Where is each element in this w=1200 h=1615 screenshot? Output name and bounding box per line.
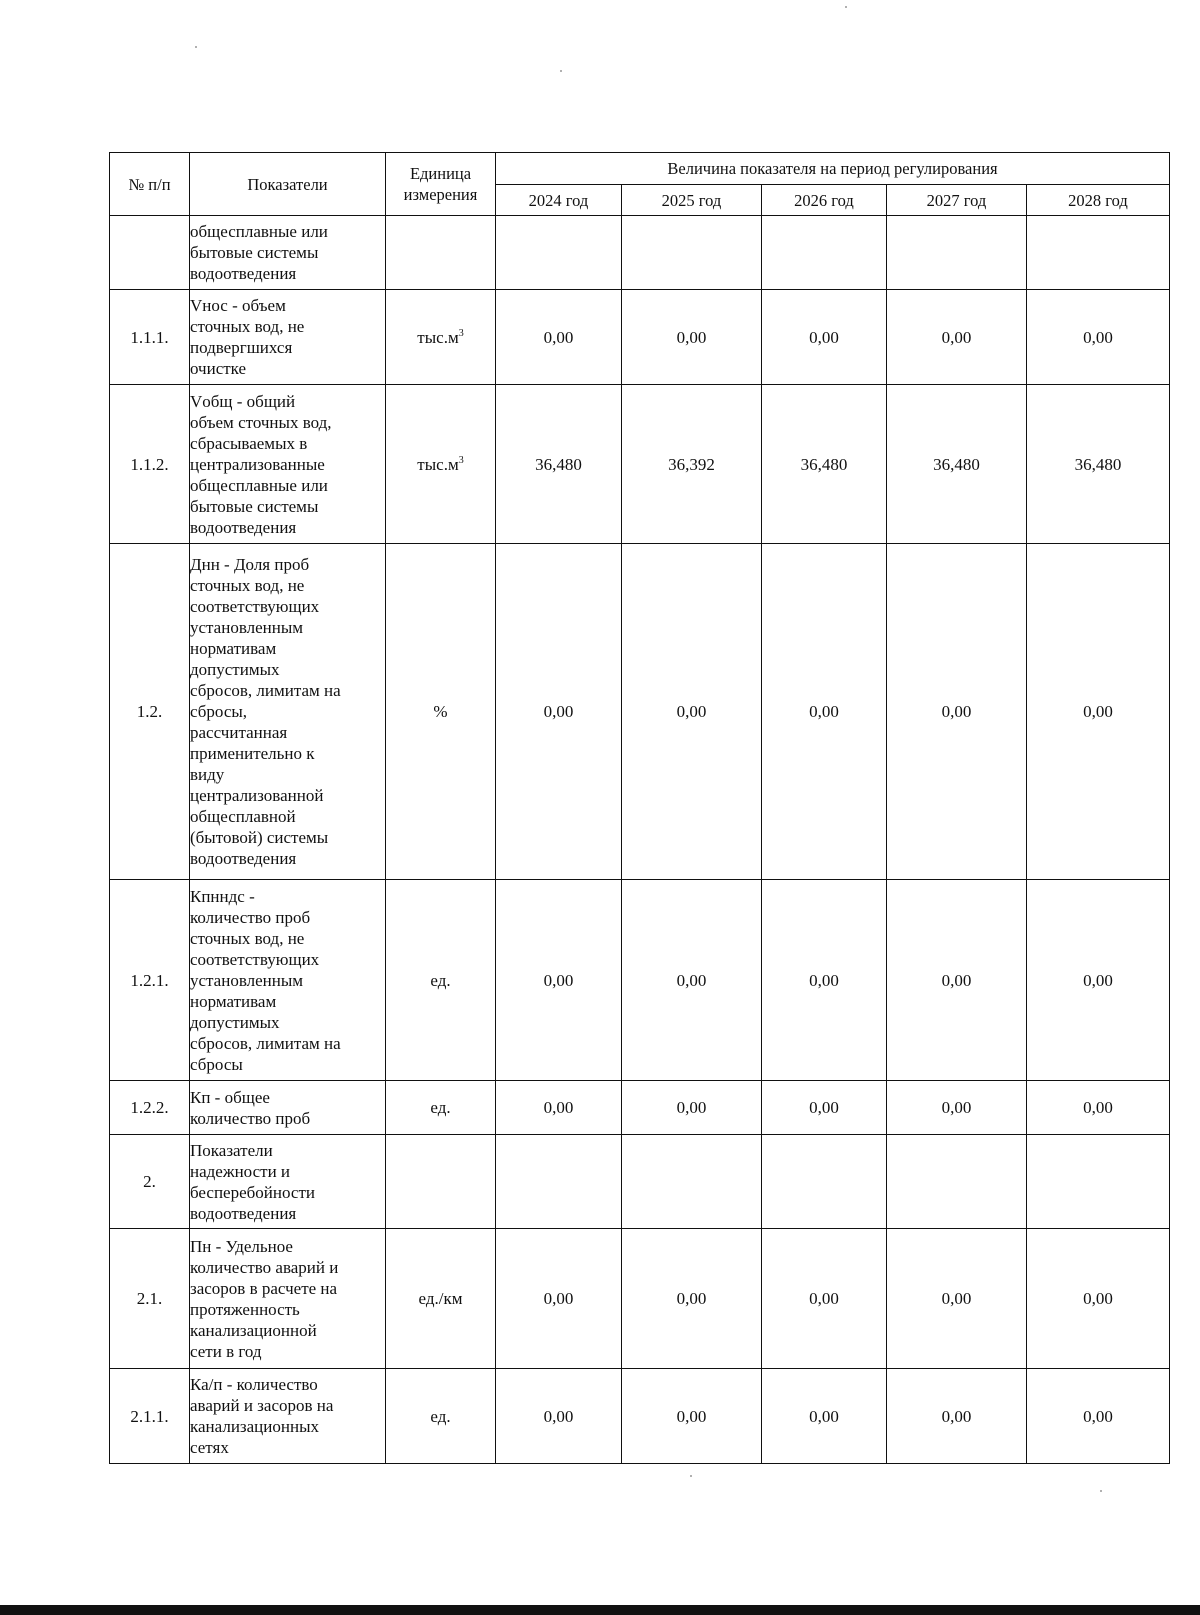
table-row (110, 385, 1170, 544)
header-year: 2028 год (1027, 185, 1170, 216)
value-cell: 0,00 (622, 544, 762, 880)
indicator-cell (190, 1081, 386, 1135)
indicator-line: нормативам (190, 991, 277, 1011)
header-year: 2027 год (887, 185, 1027, 216)
indicator-cell (190, 1229, 386, 1369)
header-unit-line2: измерения (403, 185, 478, 204)
row-number: 1.2.1. (110, 880, 190, 1081)
value-cell: 0,00 (496, 1081, 622, 1135)
indicators-table (109, 152, 1170, 1464)
value-cell: 36,480 (762, 385, 887, 544)
table-row (110, 880, 1170, 1081)
value-cell: 0,00 (496, 290, 622, 385)
indicator-line: Показатели (190, 1140, 273, 1160)
value-cell: 0,00 (496, 1369, 622, 1464)
indicator-line: общесплавной (190, 807, 296, 826)
indicator-line: протяженность (190, 1299, 300, 1319)
value-cell: 0,00 (762, 290, 887, 385)
indicator-line: сбросы, (190, 702, 248, 721)
indicator-line: количество проб (190, 907, 311, 927)
unit-cell (386, 1081, 496, 1135)
value-cell: 0,00 (762, 1369, 887, 1464)
indicator-line: сточных вод, не (190, 576, 305, 595)
value-cell (887, 216, 1027, 290)
indicator-line: (бытовой) системы (190, 828, 329, 847)
value-cell: 0,00 (1027, 290, 1170, 385)
indicator-cell (190, 880, 386, 1081)
indicator-line: сбросов, лимитам на (190, 1033, 341, 1053)
row-number: 1.2. (110, 544, 190, 880)
indicator-line: соответствующих (190, 597, 320, 616)
table-row (110, 1081, 1170, 1135)
indicator-line: бесперебойности (190, 1182, 315, 1202)
indicator-line: сетях (190, 1438, 229, 1457)
unit-superscript: 3 (458, 327, 464, 339)
unit-text: тыс.м (417, 454, 459, 474)
indicator-line: водоотведения (190, 1203, 297, 1223)
unit-cell (386, 880, 496, 1081)
indicator-line: допустимых (190, 1012, 280, 1032)
unit-text: ед. (430, 970, 451, 990)
indicator-cell (190, 1135, 386, 1229)
value-cell (887, 1135, 1027, 1229)
indicator-line: общесплавные или (190, 475, 328, 495)
unit-text: ед./км (418, 1289, 463, 1308)
table-row (110, 1135, 1170, 1229)
value-cell: 0,00 (887, 880, 1027, 1081)
unit-cell (386, 1135, 496, 1229)
value-cell: 0,00 (887, 544, 1027, 880)
value-cell: 0,00 (496, 880, 622, 1081)
scan-edge-bar (0, 1605, 1200, 1615)
indicator-line: Днн - Доля проб (190, 555, 310, 574)
indicator-line: сбросы (190, 1054, 243, 1074)
indicator-line: аварий и засоров на (190, 1396, 334, 1415)
unit-text: % (433, 702, 448, 721)
indicator-line: Ка/п - количество (190, 1375, 318, 1394)
value-cell: 0,00 (1027, 544, 1170, 880)
value-cell: 0,00 (622, 1229, 762, 1369)
value-cell: 36,392 (622, 385, 762, 544)
indicator-line: Кпнндс - (190, 886, 255, 906)
scan-speck (1100, 1490, 1102, 1492)
table-row (110, 1369, 1170, 1464)
value-cell: 0,00 (496, 1229, 622, 1369)
value-cell: 0,00 (887, 1229, 1027, 1369)
value-cell (1027, 216, 1170, 290)
indicator-line: водоотведения (190, 849, 297, 868)
indicator-line: Vнос - объем (190, 296, 286, 315)
indicator-line: сбросов, лимитам на (190, 681, 341, 700)
unit-superscript: 3 (458, 454, 464, 466)
value-cell: 0,00 (622, 1369, 762, 1464)
value-cell: 0,00 (1027, 880, 1170, 1081)
indicator-line: централизованные (190, 454, 325, 474)
scan-speck (560, 70, 562, 72)
unit-text: ед. (430, 1406, 451, 1426)
value-cell: 0,00 (622, 1081, 762, 1135)
indicator-line: количество проб (190, 1108, 311, 1128)
header-indicator: Показатели (190, 153, 386, 216)
scan-speck (195, 46, 197, 48)
value-cell (1027, 1135, 1170, 1229)
value-cell: 0,00 (762, 1229, 887, 1369)
value-cell: 0,00 (1027, 1369, 1170, 1464)
value-cell: 0,00 (1027, 1081, 1170, 1135)
row-number: 2.1. (110, 1229, 190, 1369)
indicator-line: установленным (190, 618, 304, 637)
indicator-line: общесплавные или (190, 222, 328, 241)
unit-cell (386, 1229, 496, 1369)
value-cell (496, 216, 622, 290)
unit-cell (386, 544, 496, 880)
header-year: 2025 год (622, 185, 762, 216)
value-cell: 0,00 (622, 290, 762, 385)
row-number: 2.1.1. (110, 1369, 190, 1464)
indicator-line: очистке (190, 359, 247, 378)
indicator-cell (190, 385, 386, 544)
indicator-line: виду (190, 765, 225, 784)
indicator-line: количество аварий и (190, 1257, 339, 1277)
indicator-cell (190, 544, 386, 880)
value-cell: 0,00 (887, 290, 1027, 385)
value-cell: 0,00 (887, 1081, 1027, 1135)
header-period: Величина показателя на период регулирования (496, 153, 1170, 185)
scan-speck (845, 6, 847, 8)
indicator-line: бытовые системы (190, 243, 319, 262)
indicator-line: применительно к (190, 744, 315, 763)
value-cell: 0,00 (496, 544, 622, 880)
indicator-line: канализационных (190, 1417, 319, 1436)
table-row (110, 544, 1170, 880)
value-cell (762, 1135, 887, 1229)
row-number: 1.2.2. (110, 1081, 190, 1135)
table-row (110, 1229, 1170, 1369)
indicator-line: Кп - общее (190, 1087, 270, 1107)
value-cell: 0,00 (1027, 1229, 1170, 1369)
indicator-line: сети в год (190, 1341, 262, 1361)
indicator-line: водоотведения (190, 517, 297, 537)
indicator-line: установленным (190, 970, 304, 990)
indicator-line: подвергшихся (190, 338, 293, 357)
value-cell: 36,480 (887, 385, 1027, 544)
indicator-cell (190, 290, 386, 385)
value-cell: 0,00 (762, 544, 887, 880)
header-unit (386, 153, 496, 216)
indicator-line: надежности и (190, 1161, 291, 1181)
indicator-line: рассчитанная (190, 723, 288, 742)
header-unit-line1: Единица (409, 164, 472, 183)
header-year: 2024 год (496, 185, 622, 216)
row-number: 2. (110, 1135, 190, 1229)
value-cell: 0,00 (887, 1369, 1027, 1464)
unit-cell (386, 385, 496, 544)
value-cell (622, 1135, 762, 1229)
value-cell (622, 216, 762, 290)
indicator-line: водоотведения (190, 264, 297, 283)
unit-cell (386, 216, 496, 290)
indicator-line: централизованной (190, 786, 324, 805)
table-row (110, 216, 1170, 290)
value-cell: 0,00 (762, 880, 887, 1081)
indicator-line: допустимых (190, 660, 280, 679)
value-cell (496, 1135, 622, 1229)
table-row (110, 290, 1170, 385)
scan-speck (690, 1475, 692, 1477)
row-number (110, 216, 190, 290)
indicator-line: Vобщ - общий (190, 391, 296, 411)
value-cell: 36,480 (496, 385, 622, 544)
indicator-line: нормативам (190, 639, 277, 658)
indicator-line: сбрасываемых в (190, 433, 308, 453)
indicator-line: канализационной (190, 1320, 317, 1340)
indicator-line: сточных вод, не (190, 928, 305, 948)
row-number: 1.1.1. (110, 290, 190, 385)
value-cell (762, 216, 887, 290)
unit-cell (386, 1369, 496, 1464)
indicator-line: соответствующих (190, 949, 320, 969)
indicator-line: бытовые системы (190, 496, 319, 516)
header-year: 2026 год (762, 185, 887, 216)
indicator-line: засоров в расчете на (190, 1278, 338, 1298)
value-cell: 0,00 (622, 880, 762, 1081)
indicator-cell (190, 1369, 386, 1464)
unit-text: тыс.м (417, 327, 459, 347)
indicator-line: объем сточных вод, (190, 412, 332, 432)
unit-text: ед. (430, 1098, 451, 1117)
row-number: 1.1.2. (110, 385, 190, 544)
header-num: № п/п (110, 153, 190, 216)
indicator-line: Пн - Удельное (190, 1236, 293, 1256)
unit-cell (386, 290, 496, 385)
value-cell: 36,480 (1027, 385, 1170, 544)
indicator-cell (190, 216, 386, 290)
indicator-line: сточных вод, не (190, 317, 305, 336)
value-cell: 0,00 (762, 1081, 887, 1135)
